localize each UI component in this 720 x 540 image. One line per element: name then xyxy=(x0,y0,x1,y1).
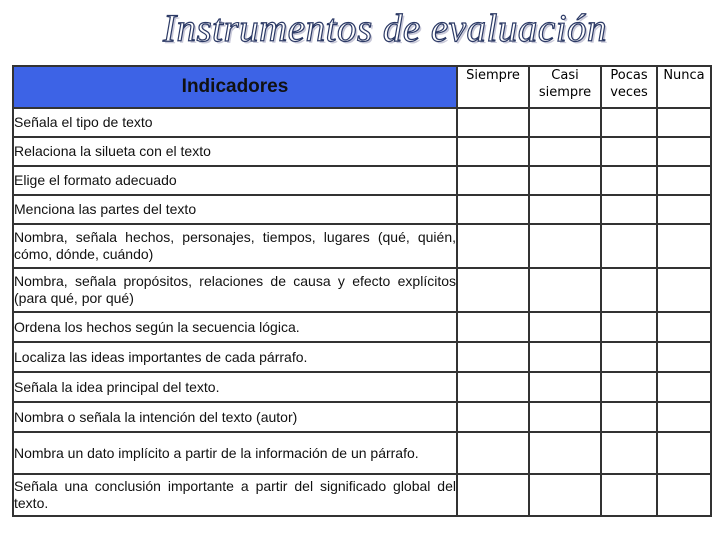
mark-cell-nunca xyxy=(657,268,711,312)
indicator-text: Ordena los hechos según la secuencia lógica. xyxy=(13,312,457,342)
table-row xyxy=(13,137,711,166)
mark-cell-nunca xyxy=(657,372,711,402)
indicator-text: Nombra, señala propósitos, relaciones de causa y efecto explícitos (para qué, por qué) xyxy=(13,268,457,312)
indicators-header: Indicadores xyxy=(13,66,457,108)
table-row xyxy=(13,224,711,268)
mark-cell-casi-siempre xyxy=(529,312,601,342)
mark-cell-casi-siempre xyxy=(529,195,601,224)
mark-cell-nunca xyxy=(657,402,711,432)
mark-cell-casi-siempre xyxy=(529,402,601,432)
mark-cell-siempre xyxy=(457,224,529,268)
indicator-text: Elige el formato adecuado xyxy=(13,166,457,195)
mark-cell-pocas-veces xyxy=(601,372,657,402)
mark-cell-siempre xyxy=(457,166,529,195)
mark-cell-pocas-veces xyxy=(601,402,657,432)
indicator-text: Menciona las partes del texto xyxy=(13,195,457,224)
mark-cell-pocas-veces xyxy=(601,342,657,372)
mark-cell-pocas-veces xyxy=(601,268,657,312)
mark-cell-nunca xyxy=(657,166,711,195)
indicator-text: Relaciona la silueta con el texto xyxy=(13,137,457,166)
mark-cell-casi-siempre xyxy=(529,372,601,402)
mark-cell-siempre xyxy=(457,342,529,372)
mark-cell-nunca xyxy=(657,108,711,137)
table-row xyxy=(13,402,711,432)
mark-cell-casi-siempre xyxy=(529,268,601,312)
mark-cell-pocas-veces xyxy=(601,195,657,224)
mark-cell-casi-siempre xyxy=(529,137,601,166)
table-row xyxy=(13,342,711,372)
mark-cell-casi-siempre xyxy=(529,108,601,137)
mark-cell-nunca xyxy=(657,342,711,372)
mark-cell-pocas-veces xyxy=(601,474,657,516)
header-casi-siempre: Casi siempre xyxy=(529,66,601,108)
header-pocas-veces: Pocas veces xyxy=(601,66,657,108)
mark-cell-pocas-veces xyxy=(601,224,657,268)
mark-cell-nunca xyxy=(657,224,711,268)
mark-cell-pocas-veces xyxy=(601,312,657,342)
mark-cell-siempre xyxy=(457,372,529,402)
mark-cell-siempre xyxy=(457,474,529,516)
table-row xyxy=(13,372,711,402)
table-row xyxy=(13,474,711,516)
mark-cell-pocas-veces xyxy=(601,166,657,195)
mark-cell-siempre xyxy=(457,108,529,137)
indicator-text: Señala la idea principal del texto. xyxy=(13,372,457,402)
header-siempre: Siempre xyxy=(457,66,529,108)
mark-cell-nunca xyxy=(657,432,711,474)
mark-cell-siempre xyxy=(457,195,529,224)
mark-cell-pocas-veces xyxy=(601,432,657,474)
table-row xyxy=(13,195,711,224)
mark-cell-casi-siempre xyxy=(529,166,601,195)
table-row xyxy=(13,268,711,312)
mark-cell-casi-siempre xyxy=(529,432,601,474)
mark-cell-nunca xyxy=(657,312,711,342)
mark-cell-casi-siempre xyxy=(529,342,601,372)
mark-cell-nunca xyxy=(657,137,711,166)
indicator-text: Nombra o señala la intención del texto (autor) xyxy=(13,402,457,432)
indicator-text: Localiza las ideas importantes de cada párrafo. xyxy=(13,342,457,372)
mark-cell-siempre xyxy=(457,268,529,312)
indicator-text: Señala el tipo de texto xyxy=(13,108,457,137)
page-title: Instrumentos de evaluación xyxy=(162,7,608,50)
header-nunca: Nunca xyxy=(657,66,711,108)
mark-cell-siempre xyxy=(457,402,529,432)
mark-cell-pocas-veces xyxy=(601,108,657,137)
evaluation-table xyxy=(12,65,712,517)
table-row xyxy=(13,166,711,195)
table-row xyxy=(13,312,711,342)
mark-cell-casi-siempre xyxy=(529,474,601,516)
mark-cell-siempre xyxy=(457,432,529,474)
table-row xyxy=(13,108,711,137)
mark-cell-nunca xyxy=(657,195,711,224)
mark-cell-siempre xyxy=(457,137,529,166)
table-row xyxy=(13,432,711,474)
header-row xyxy=(13,66,711,108)
mark-cell-pocas-veces xyxy=(601,137,657,166)
mark-cell-siempre xyxy=(457,312,529,342)
indicator-text: Nombra, señala hechos, personajes, tiempos, lugares (qué, quién, cómo, dónde, cuándo) xyxy=(13,224,457,268)
indicator-text: Nombra un dato implícito a partir de la información de un párrafo. xyxy=(13,432,457,474)
mark-cell-nunca xyxy=(657,474,711,516)
mark-cell-casi-siempre xyxy=(529,224,601,268)
indicator-text: Señala una conclusión importante a partir del significado global del texto. xyxy=(13,474,457,516)
